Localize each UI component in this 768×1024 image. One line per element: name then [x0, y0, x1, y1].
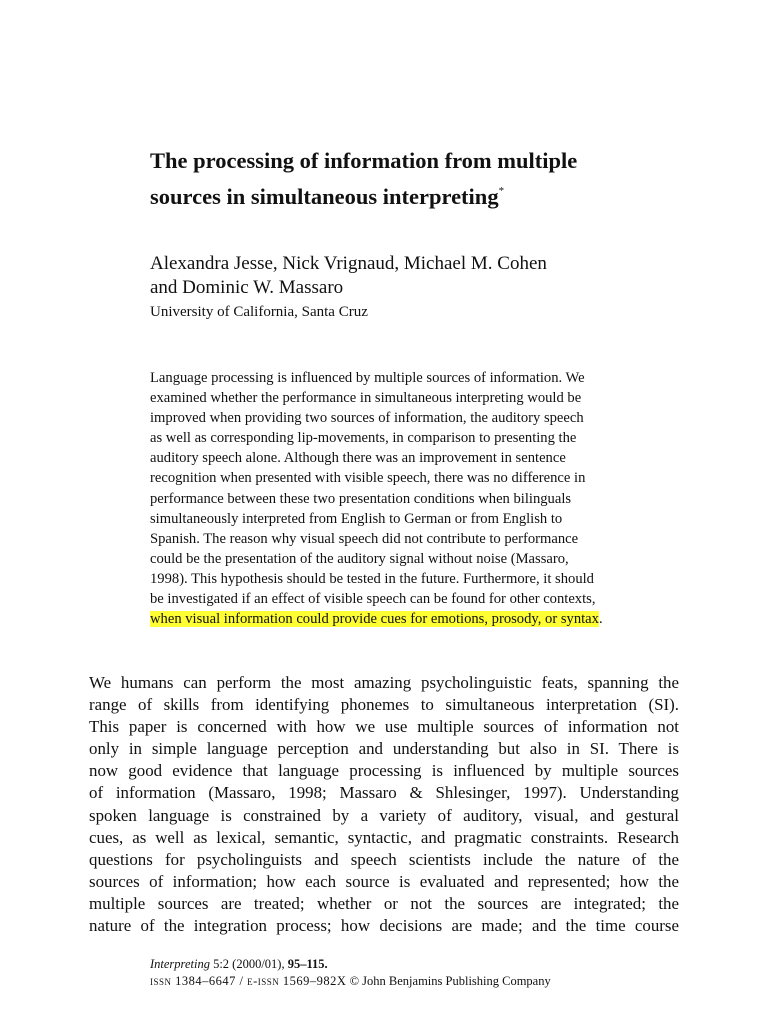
abstract-last-line — [150, 609, 690, 629]
affiliation: University of California, Santa Cruz — [150, 304, 368, 320]
abstract-line: as well as corresponding lip-movements, in comparison to presenting the — [150, 430, 577, 447]
title-line-2 — [150, 176, 710, 212]
abstract-line: Spanish. The reason why visual speech did not contribute to performance — [150, 530, 579, 547]
body-line: cues, as well as lexical, semantic, syntactic, and pragmatic constraints. Research — [89, 827, 679, 847]
body-line: now good evidence that language processing is influenced by multiple sources — [89, 761, 679, 781]
body-line: spoken language is constrained by a variety of auditory, visual, and gestural — [89, 805, 679, 825]
body-line: only in simple language perception and understanding but also in SI. There is — [89, 739, 679, 759]
abstract-line: improved when providing two sources of information, the auditory speech — [150, 410, 584, 427]
paper-title — [150, 146, 710, 212]
author-line-2: and Dominic W. Massaro — [150, 277, 344, 298]
body-line: multiple sources are treated; whether or not the sources are integrated; the — [89, 893, 679, 913]
abstract-line: could be the presentation of the auditory signal without noise (Massaro, — [150, 550, 569, 567]
abstract-line: simultaneously interpreted from English to German or from English to — [150, 510, 563, 527]
volume-issue: 5:2 (2000/01), — [209, 957, 288, 971]
body-paragraph — [89, 672, 679, 937]
abstract-line: recognition when presented with visible speech, there was no difference in — [150, 470, 586, 487]
abstract-line: auditory speech alone. Although there was an improvement in sentence — [150, 450, 566, 467]
abstract-line: examined whether the performance in simultaneous interpreting would be — [150, 390, 582, 407]
body-line: nature of the integration process; how decisions are made; and the time course — [89, 916, 679, 936]
author-list — [150, 252, 710, 300]
abstract-line: performance between these two presentation conditions when bilinguals — [150, 490, 572, 507]
page-footer — [150, 956, 710, 990]
title-line-2-text: sources in simultaneous interpreting — [150, 184, 499, 209]
page-range: 95–115. — [287, 957, 328, 971]
abstract-end-period: . — [598, 611, 603, 628]
body-line: We humans can perform the most amazing psycholinguistic feats, spanning the — [89, 673, 679, 692]
body-line: range of skills from identifying phonemes to simultaneous interpretation (SI). — [89, 695, 679, 715]
issn-line — [150, 973, 710, 990]
issn-text: issn 1384–6647 / e-issn 1569–982X — [150, 974, 347, 988]
body-line: of information (Massaro, 1998; Massaro & Shlesinger, 1997). Understanding — [89, 783, 679, 803]
title-footnote-mark: * — [498, 185, 505, 197]
abstract — [150, 368, 690, 629]
citation-line — [150, 956, 710, 973]
title-line-1: The processing of information from multiple — [150, 148, 578, 173]
body-line: questions for psycholinguists and speech scientists include the nature of the — [89, 849, 679, 869]
author-line-1: Alexandra Jesse, Nick Vrignaud, Michael M. Cohen — [150, 253, 547, 274]
abstract-line: be investigated if an effect of visible speech can be found for other contexts, — [150, 591, 596, 608]
body-line: This paper is concerned with how we use multiple sources of information not — [89, 717, 679, 737]
journal-name: Interpreting — [150, 957, 210, 971]
abstract-highlight: when visual information could provide cues for emotions, prosody, or syntax — [150, 611, 599, 628]
copyright-text: © John Benjamins Publishing Company — [346, 974, 551, 988]
abstract-line: 1998). This hypothesis should be tested in the future. Furthermore, it should — [150, 570, 594, 587]
abstract-line: Language processing is influenced by multiple sources of information. We — [150, 370, 585, 386]
body-line: sources of information; how each source is evaluated and represented; how the — [89, 871, 679, 891]
